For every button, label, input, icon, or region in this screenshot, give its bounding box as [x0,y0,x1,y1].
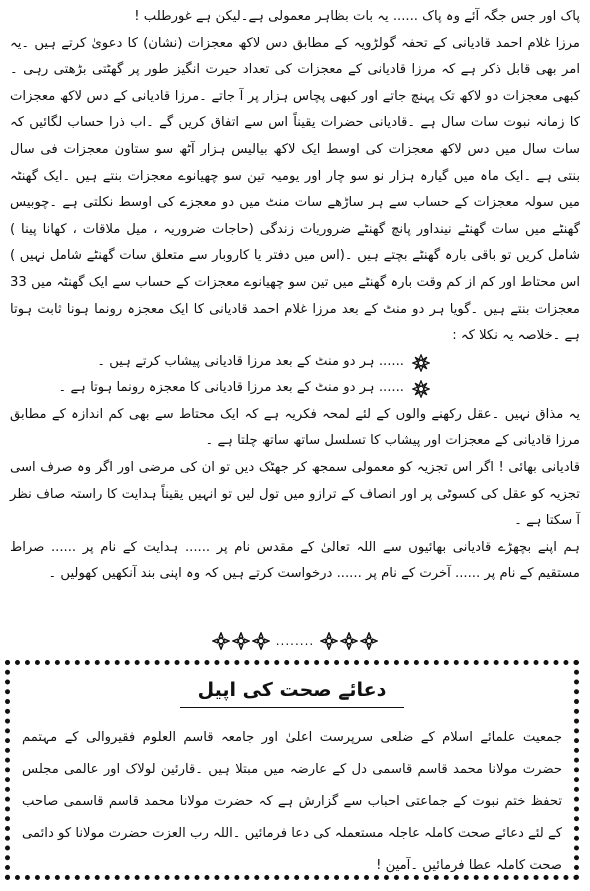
flower-icon [320,632,338,650]
prayer-appeal-title: دعائے صحت کی اپیل [180,679,405,708]
flower-icon [252,632,270,650]
flower-icon [232,632,250,650]
flower-icon [412,380,430,398]
bullet-text: ...... ہر دو منٹ کے بعد مرزا قادیانی کا معجزہ رونما ہوتا ہے ۔ [58,380,404,396]
paragraph-miracles-calculation: مرزا غلام احمد قادیانی کے تحفہ گولڑویہ کے مطابق دس لاکھ معجزات (نشان) کا دعویٰ کرتے ہیں ۔یہ امر بھی قابل ذکر ہے کہ مرزا قادیانی کے معجزات کی تعداد حیرت انگیز طور پر گھٹتی بڑھتی رہی ۔کبھی معجزات دو لاکھ تک پہنچ جاتے اور کبھی پچاس ہزار پر آ جاتے ۔مرزا قادیانی کے دس لاکھ معجزات کا زمانہ نبوت سات سال ہے ۔قادیانی حضرات یقیناً اس سے اتفاق کریں گے ۔اب ذرا حساب لگائیں کہ سات سال میں دس لاکھ معجزات کی اوسط ایک لاکھ بیالیس ہزار آٹھ سو ستاون معجزات فی سال بنتی ہے ۔ایک ماہ میں گیارہ ہزار نو سو چار اور یومیہ تین سو چھیانوے معجزات بنتے ہیں ۔ایک گھنٹہ میں سولہ معجزات کے حساب سے ہر ساڑھے سات منٹ میں دو معجزے کی اوسط نکلتی ہے ۔چوبیس گھنٹے میں سات گھنٹے نینداور پانچ گھنٹے ضروریات زندگی (حاجات ضروریہ ، میل ملاقات ، کھانا پینا ) شامل کریں تو باقی بارہ گھنٹے بچتے ہیں ۔(اس میں دفتر یا کاروبار سے متعلق سات گھنٹے شامل نہیں ) اس محتاط اور کم از کم وقت بارہ گھنٹے میں تین سو چھیانوے معجزات کے حساب سے ایک گھنٹہ میں 33 معجزات بنتے ہیں ۔گویا ہر دو منٹ کے بعد مرزا غلام احمد قادیانی کا ایک معجزہ رونما ہونا ثابت ہوتا ہے ۔خلاصہ یہ نکلا کہ : [10,35,580,344]
bullet-item [10,376,430,402]
prayer-appeal-box [5,660,579,880]
flower-group [320,632,378,650]
paragraph-closing-request: ہم اپنے بچھڑے قادیانی بھائیوں سے اللہ تعالیٰ کے مقدس نام پر ...... ہدایت کے نام پر ...... صراط مستقیم کے نام پر ...... آخرت کے نام پر ...... درخواست کرتے ہیں کہ وہ اپنی بند آنکھیں کھولیں ۔ [10,539,580,581]
flower-icon [340,632,358,650]
flower-icon [412,354,430,372]
bullet-text: ...... ہر دو منٹ کے بعد مرزا قادیانی پیشاب کرتے ہیں ۔ [97,354,404,370]
article-body [10,4,580,587]
flower-icon [360,632,378,650]
prayer-appeal-heading [22,679,562,708]
divider-dots: ........ [275,634,315,648]
paragraph-appeal-to-reason: قادیانی بھائی ! اگر اس تجزیہ کو معمولی سمجھ کر جھٹک دیں تو ان کی مرضی اور اگر وہ صرف اسی تجزیہ کو عقل کی کسوٹی پر اور انصاف کے ترازو میں تول لیں تو انہیں یقیناً ہدایت کا راستہ صاف نظر آ سکتا ہے ۔ [10,459,580,529]
prayer-appeal-content [22,677,562,873]
section-divider [0,630,590,652]
flower-icon [212,632,230,650]
flower-group [212,632,270,650]
paragraph-intro: پاک اور جس جگہ آئے وہ پاک ...... یہ بات بظاہر معمولی ہے۔لیکن ہے غورطلب ! [134,9,580,24]
prayer-appeal-text: جمعیت علمائے اسلام کے ضلعی سرپرست اعلیٰ اور جامعہ قاسم العلوم فقیروالی کے مہتمم حضرت مولانا محمد قاسم قاسمی دل کے عارضہ میں مبتلا ہیں ۔قارئین لولاک اور عالمی مجلس تحفظ ختم نبوت کے جماعتی احباب سے گزارش ہے کہ حضرت مولانا محمد قاسم قاسمی صاحب کے لئے دعائے صحت کاملہ عاجلہ مستعملہ کی دعا فرمائیں ۔اللہ رب العزت حضرت مولانا کو دائمی صحت کاملہ عطا فرمائیں ۔آمین ! [22,730,562,873]
paragraph-not-a-joke: یہ مذاق نہیں ۔عقل رکھنے والوں کے لئے لمحہ فکریہ ہے کہ ایک محتاط سے بھی کم اندازہ کے مطابق مرزا قادیانی کے معجزات اور پیشاب کا تسلسل ساتھ ساتھ چلتا ہے ۔ [10,406,580,449]
bullet-item [10,350,430,376]
